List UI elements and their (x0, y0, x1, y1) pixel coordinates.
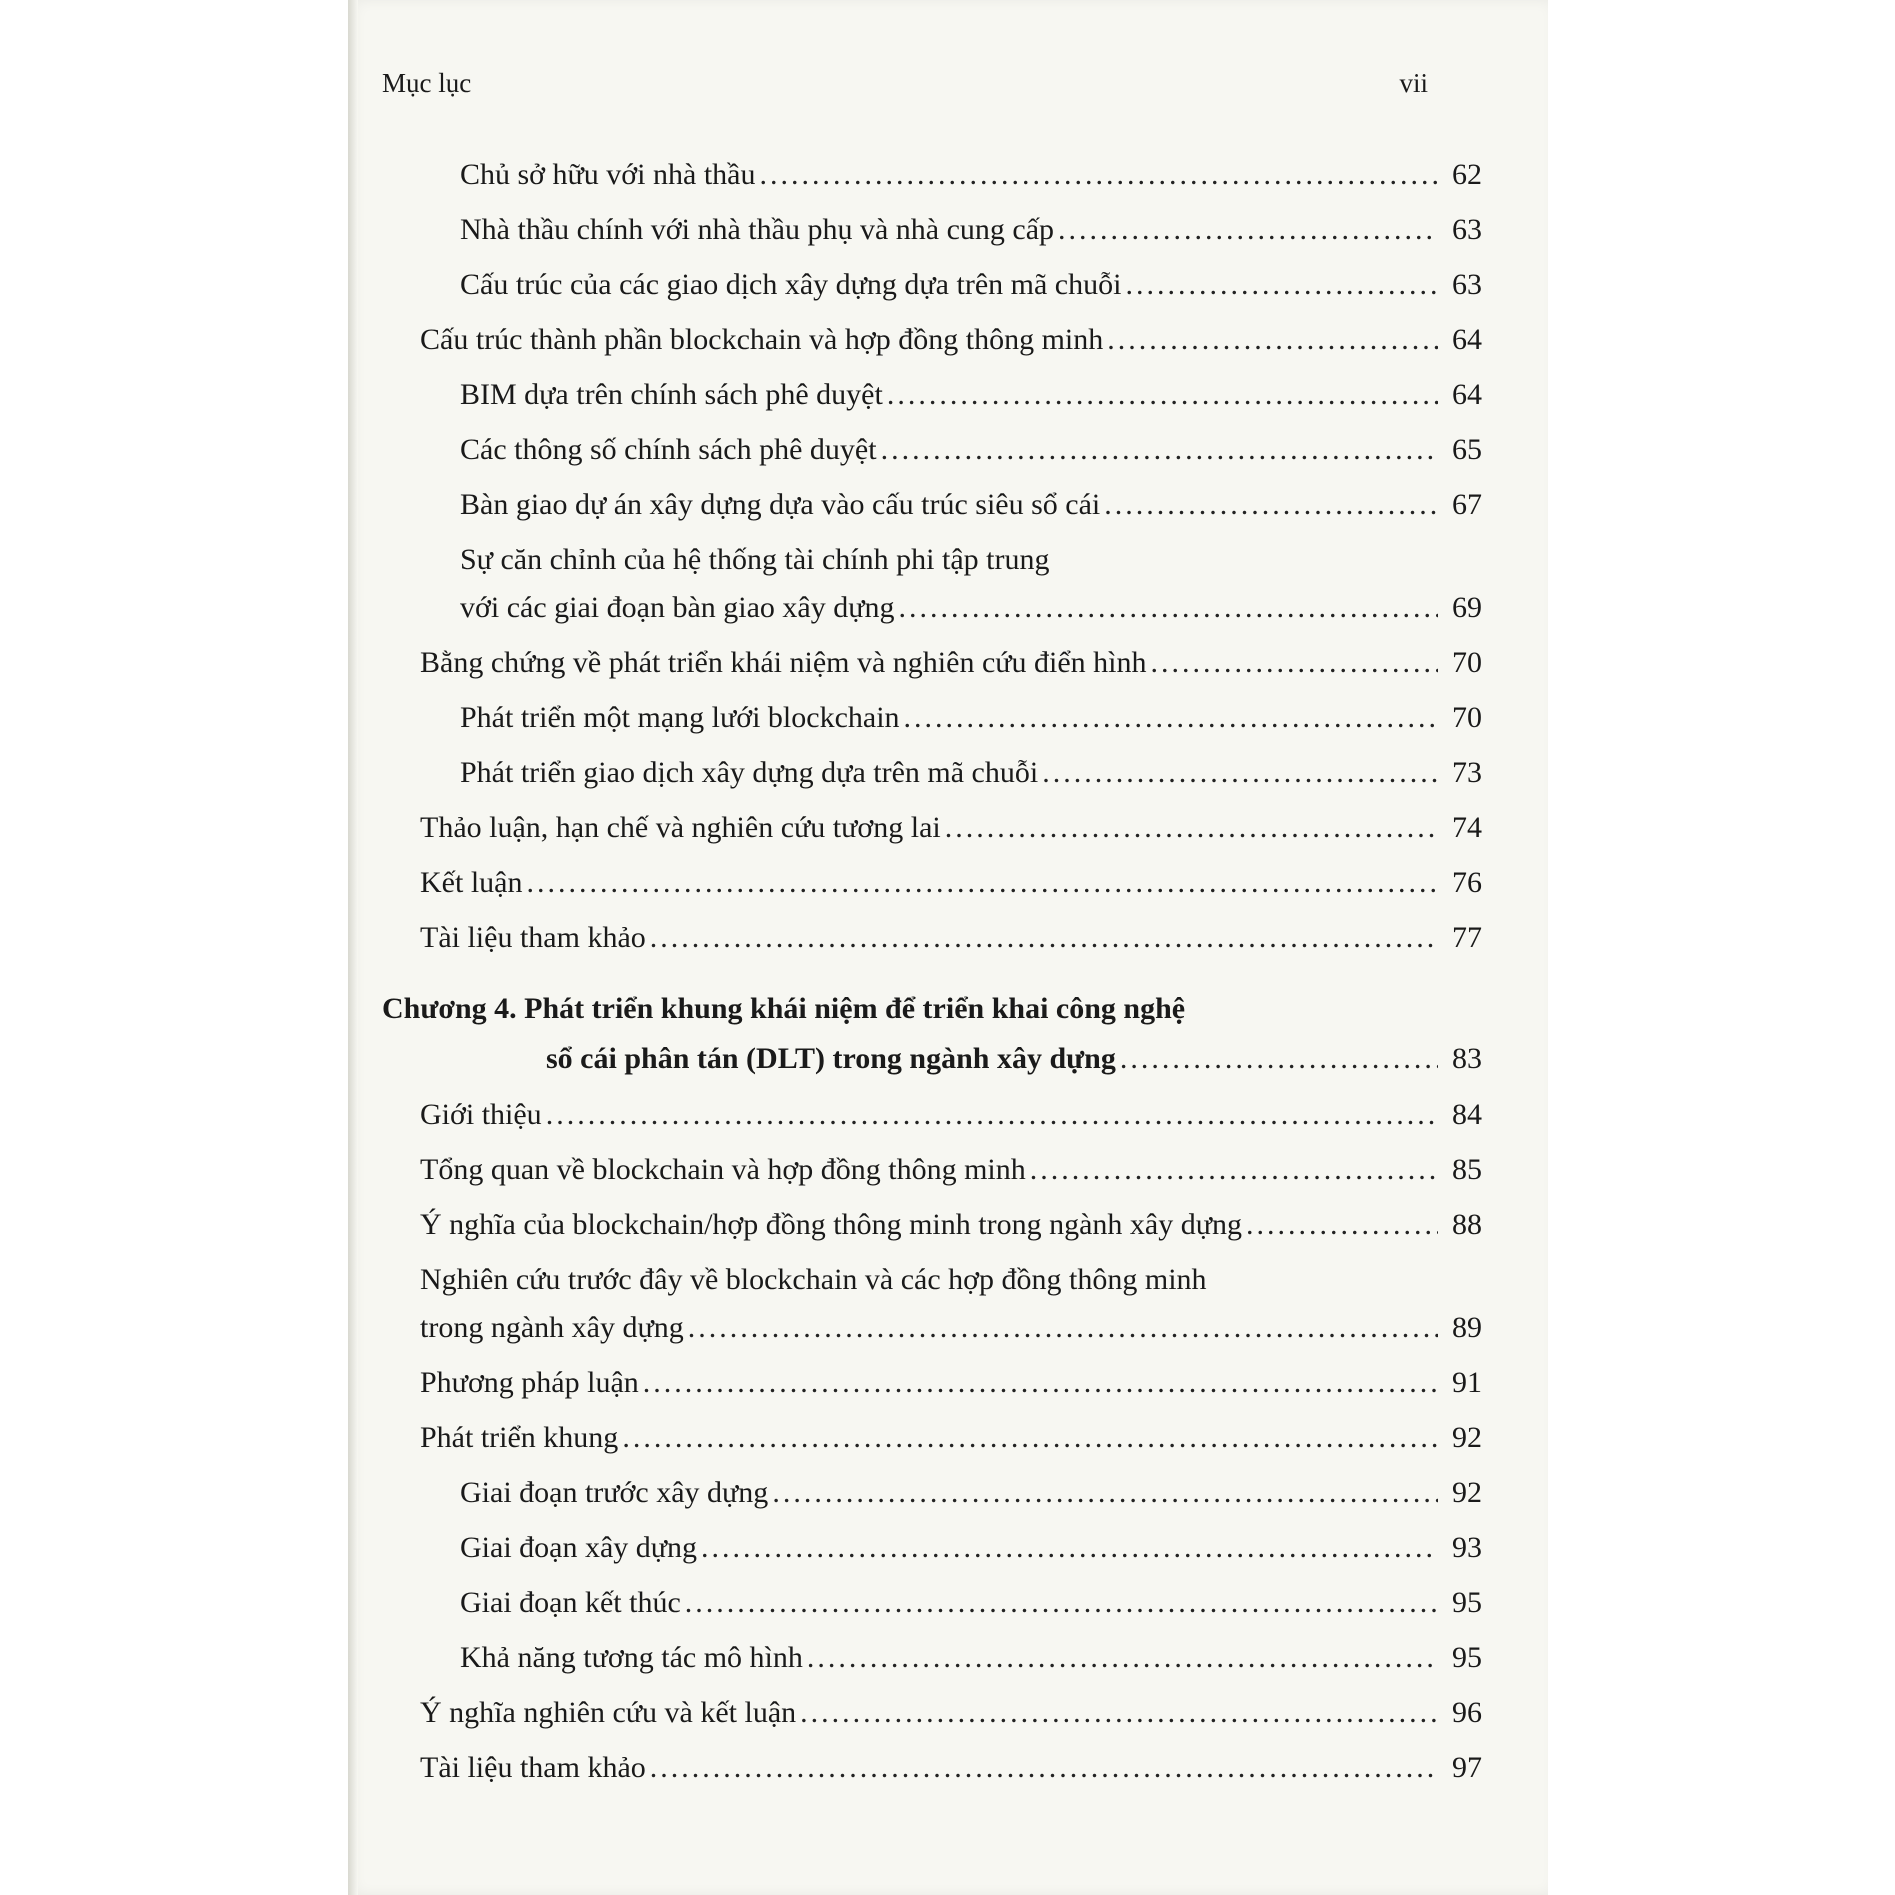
dot-leader (1125, 268, 1438, 302)
toc-entry-title: Tài liệu tham khảo (420, 921, 646, 954)
toc-entry-title: BIM dựa trên chính sách phê duyệt (460, 378, 883, 411)
toc-entry (420, 866, 1482, 900)
dot-leader (899, 591, 1439, 625)
toc-entry (420, 1098, 1482, 1132)
dot-leader (701, 1531, 1438, 1565)
toc-entry-title: Phương pháp luận (420, 1366, 639, 1399)
toc-entry (420, 1696, 1482, 1730)
toc-entry (420, 323, 1482, 357)
toc-entry (420, 1421, 1482, 1455)
toc-entry (460, 433, 1482, 467)
toc-entry-page: 64 (1452, 378, 1482, 411)
toc-entry-title: Bằng chứng về phát triển khái niệm và nghiên cứu điển hình (420, 646, 1147, 679)
toc-entry (460, 1586, 1482, 1620)
toc-entry-page: 95 (1452, 1586, 1482, 1619)
dot-leader (688, 1311, 1438, 1345)
dot-leader (1042, 756, 1438, 790)
dot-leader (904, 701, 1438, 735)
toc-entry (460, 268, 1482, 302)
toc-entry (420, 1366, 1482, 1400)
toc-entry-page: 64 (1452, 323, 1482, 356)
toc-entry (420, 646, 1482, 680)
toc-entry-title: Giai đoạn kết thúc (460, 1586, 681, 1619)
toc-entry-page: 73 (1452, 756, 1482, 789)
toc-entry-page: 67 (1452, 488, 1482, 521)
toc-entry (460, 756, 1482, 790)
toc-entry (420, 1311, 1482, 1345)
toc-entry-title: Phát triển khung (420, 1421, 619, 1454)
toc-entry-page: 69 (1452, 591, 1482, 624)
toc-entry-title: Tổng quan về blockchain và hợp đồng thông minh (420, 1153, 1026, 1186)
dot-leader (650, 921, 1438, 955)
toc-entry-title: Giới thiệu (420, 1098, 542, 1131)
toc-entry-page: 91 (1452, 1366, 1482, 1399)
dot-leader (945, 811, 1438, 845)
dot-leader (800, 1696, 1438, 1730)
toc-entry (460, 158, 1482, 192)
toc-entry-page: 84 (1452, 1098, 1482, 1131)
toc-entry-title: Ý nghĩa của blockchain/hợp đồng thông minh trong ngành xây dựng (420, 1208, 1242, 1241)
toc-entry-title: với các giai đoạn bàn giao xây dựng (460, 591, 895, 624)
toc-entry-title: Thảo luận, hạn chế và nghiên cứu tương lai (420, 811, 941, 844)
toc-entry-title: Giai đoạn xây dựng (460, 1531, 698, 1564)
dot-leader (881, 433, 1438, 467)
toc-entry-title: Các thông số chính sách phê duyệt (460, 433, 877, 466)
toc-entry-title: Phát triển giao dịch xây dựng dựa trên mã chuỗi (460, 756, 1039, 789)
toc-entry-page: 63 (1452, 213, 1482, 246)
toc-entry-page: 76 (1452, 866, 1482, 899)
toc-entry (420, 811, 1482, 845)
dot-leader (1246, 1208, 1438, 1242)
dot-leader (1030, 1153, 1438, 1187)
toc-entry-title-line1: Sự căn chỉnh của hệ thống tài chính phi tập trung (460, 543, 1050, 576)
toc-entry (460, 213, 1482, 247)
page-number: vii (1399, 68, 1428, 98)
toc-entry-title-line1: Nghiên cứu trước đây về blockchain và các hợp đồng thông minh (420, 1263, 1207, 1296)
toc-entry (460, 1476, 1482, 1510)
toc-entry-title: Tài liệu tham khảo (420, 1751, 646, 1784)
toc-entry-page: 89 (1452, 1311, 1482, 1344)
toc-entry (460, 1641, 1482, 1675)
toc-entry-title: trong ngành xây dựng (420, 1311, 684, 1344)
toc-entry-title: Giai đoạn trước xây dựng (460, 1476, 769, 1509)
toc-entry (460, 378, 1482, 412)
running-head-title: Mục lục (382, 68, 472, 98)
chapter-page: 83 (1452, 1042, 1482, 1075)
toc-entry (460, 1531, 1482, 1565)
toc-entry-page: 97 (1452, 1751, 1482, 1784)
dot-leader (1058, 213, 1438, 247)
toc-entry-page: 96 (1452, 1696, 1482, 1729)
toc-entry-page: 88 (1452, 1208, 1482, 1241)
chapter-title: sổ cái phân tán (DLT) trong ngành xây dựng (546, 1042, 1116, 1075)
dot-leader (546, 1098, 1438, 1132)
toc-entry-title: Phát triển một mạng lưới blockchain (460, 701, 900, 734)
chapter-heading (546, 1042, 1482, 1076)
page-gutter (348, 0, 358, 1895)
dot-leader (1107, 323, 1438, 357)
dot-leader (807, 1641, 1438, 1675)
toc-entry (420, 1208, 1482, 1242)
toc-entry-page: 95 (1452, 1641, 1482, 1674)
dot-leader (526, 866, 1438, 900)
dot-leader (759, 158, 1438, 192)
dot-leader (1151, 646, 1438, 680)
running-head (382, 68, 1428, 99)
toc-entry-page: 92 (1452, 1476, 1482, 1509)
toc-entry (460, 591, 1482, 625)
toc-entry-page: 77 (1452, 921, 1482, 954)
toc-entry-page: 65 (1452, 433, 1482, 466)
toc-entry (420, 1153, 1482, 1187)
toc-entry (460, 701, 1482, 735)
toc-entry-title: Chủ sở hữu với nhà thầu (460, 158, 756, 191)
dot-leader (1120, 1042, 1438, 1076)
toc-entry-page: 74 (1452, 811, 1482, 844)
toc-entry-page: 70 (1452, 646, 1482, 679)
toc-entry (460, 488, 1482, 522)
toc-entry-page: 93 (1452, 1531, 1482, 1564)
toc-entry-title: Cấu trúc thành phần blockchain và hợp đồng thông minh (420, 323, 1104, 356)
toc-entry (420, 921, 1482, 955)
chapter-heading-line1: Chương 4. Phát triển khung khái niệm để triển khai công nghệ (382, 992, 1186, 1025)
dot-leader (622, 1421, 1438, 1455)
book-page (348, 0, 1548, 1895)
dot-leader (650, 1751, 1438, 1785)
dot-leader (643, 1366, 1438, 1400)
toc-entry-page: 63 (1452, 268, 1482, 301)
toc-entry-title: Kết luận (420, 866, 523, 899)
toc-entry-title: Nhà thầu chính với nhà thầu phụ và nhà cung cấp (460, 213, 1055, 246)
dot-leader (1104, 488, 1438, 522)
dot-leader (887, 378, 1438, 412)
toc-entry-title: Khả năng tương tác mô hình (460, 1641, 803, 1674)
toc-entry-page: 85 (1452, 1153, 1482, 1186)
toc-entry (420, 1751, 1482, 1785)
toc-entry-title: Bàn giao dự án xây dựng dựa vào cấu trúc siêu sổ cái (460, 488, 1101, 521)
toc-entry-title: Cấu trúc của các giao dịch xây dựng dựa trên mã chuỗi (460, 268, 1122, 301)
dot-leader (772, 1476, 1438, 1510)
toc-entry-page: 62 (1452, 158, 1482, 191)
dot-leader (685, 1586, 1438, 1620)
toc-entry-page: 70 (1452, 701, 1482, 734)
toc-entry-title: Ý nghĩa nghiên cứu và kết luận (420, 1696, 797, 1729)
toc-entry-page: 92 (1452, 1421, 1482, 1454)
